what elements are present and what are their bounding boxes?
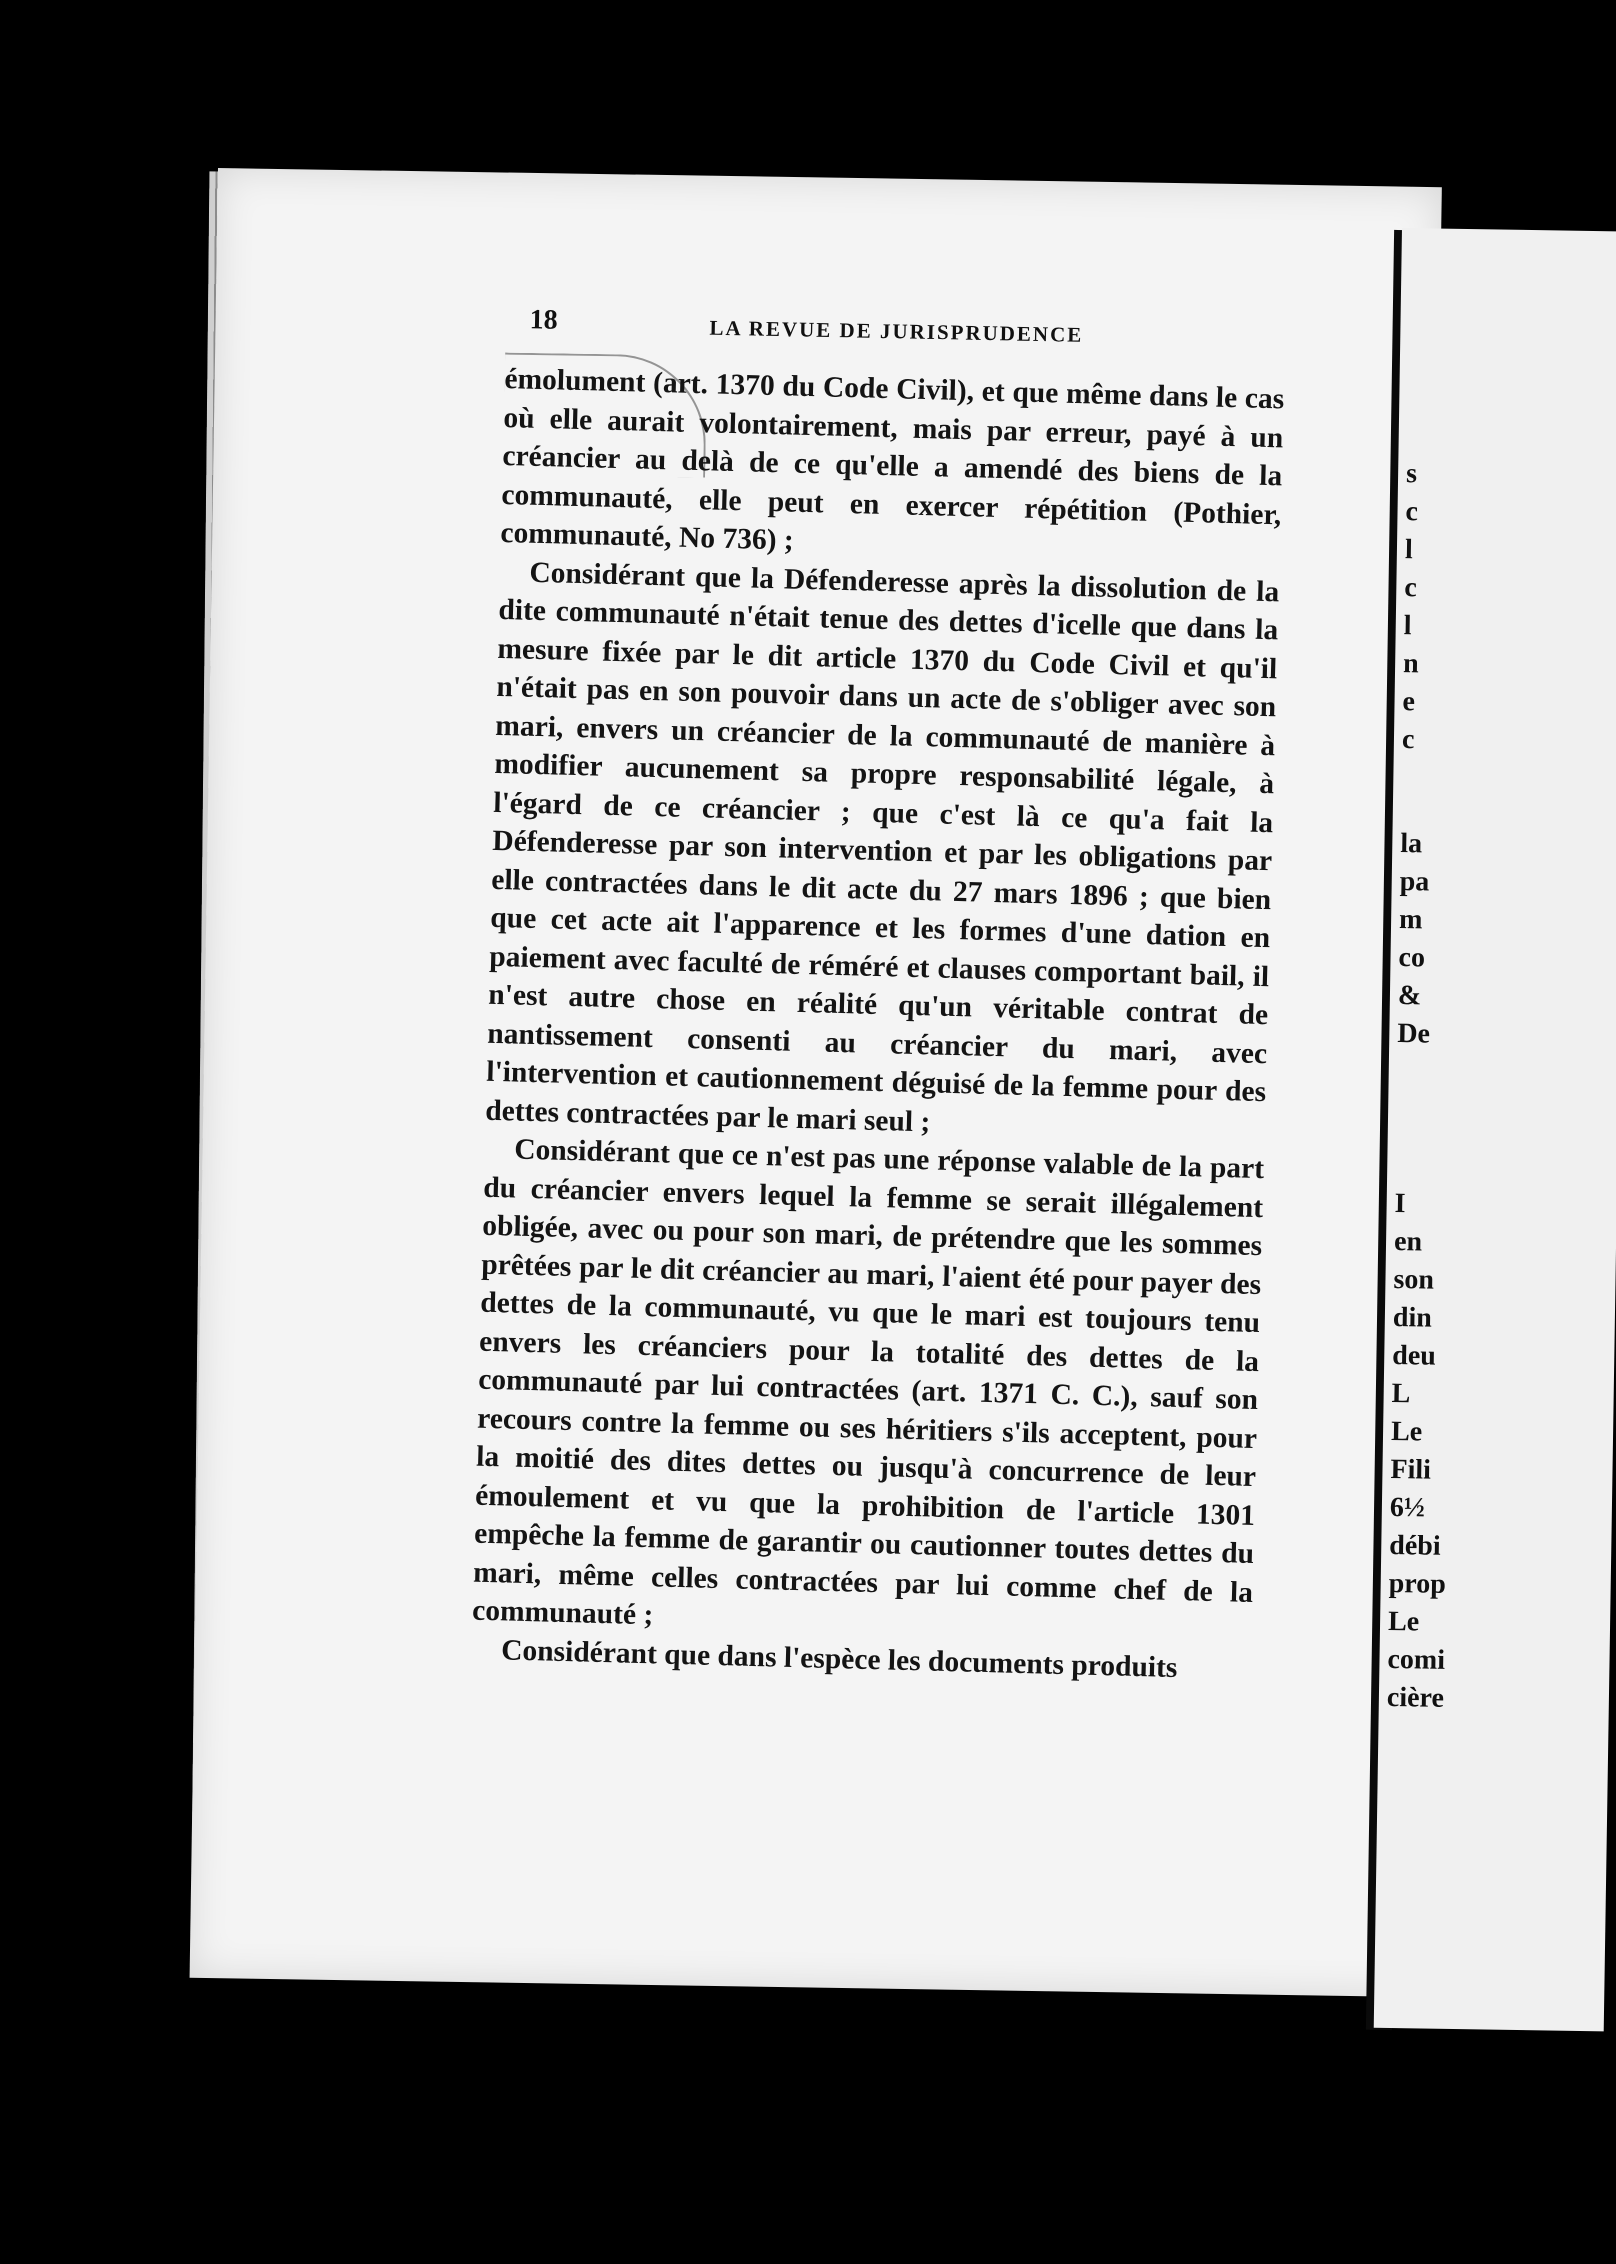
- facing-page-fragment: c: [1401, 724, 1415, 756]
- page-number: 18: [529, 304, 558, 336]
- facing-page-fragment: Le: [1390, 1415, 1423, 1448]
- facing-page-fragment: débi: [1389, 1529, 1441, 1562]
- facing-page-fragment: pa: [1399, 866, 1430, 898]
- facing-page-fragment: l: [1403, 610, 1412, 642]
- facing-page-fragment: Fili: [1390, 1453, 1432, 1486]
- paragraph: Considérant que ce n'est pas une réponse valable de la part du créancier envers lequel la femme se serait illégalement obligée, avec ou pour son mari, de prétendre que les sommes prêtées par le dit créancier au mari, l'aient été pour payer des dettes de la communauté, vu que le mari est toujours tenu envers les créanciers pour la totalité des dettes de la communauté par lui contractées (art. 1371 C. C.), sauf son recours contre la femme ou ses héritiers s'ils acceptent, pour la moitié des dites dettes ou jusqu'à concurrence de leur émoulement et vu que la prohibition de l'article 1301 empêche la femme de garantir ou cautionner toutes dettes du mari, même celles contractées par lui comme chef de la communauté ;: [471, 1133, 1265, 1632]
- facing-page-fragment: m: [1398, 904, 1423, 936]
- facing-page-fragment: comi: [1387, 1643, 1446, 1676]
- facing-page-fragment: la: [1400, 828, 1423, 860]
- facing-page-fragment: c: [1404, 572, 1418, 604]
- facing-page-fragment: De: [1397, 1018, 1431, 1050]
- facing-page-fragment: cière: [1386, 1681, 1445, 1714]
- facing-page-fragment: n: [1402, 648, 1419, 680]
- facing-page-fragment: s: [1405, 458, 1418, 490]
- facing-page-fragment: Le: [1387, 1605, 1420, 1638]
- facing-page-fragment: I: [1394, 1188, 1406, 1220]
- facing-page-fragment: l: [1404, 534, 1413, 566]
- facing-page-fragment: prop: [1388, 1567, 1447, 1600]
- paragraph: Considérant que la Défenderesse après la dissolution de la dite communauté n'était tenue des dettes d'icelle que dans la mesure fixée par le dit article 1370 du Code Civil et qu'il n'était pas en son pouvoir dans un acte de s'obliger avec son mari, envers un créancier de la communauté de manière à modifier aucunement sa propre responsabilité légale, à l'égard de ce créancier ; que c'est là ce qu'a fait la Défenderesse par son intervention et par les obligations par elle contractées dans le dit acte du 27 mars 1896 ; que bien que cet acte ait l'apparence et les formes d'une dation en paiement avec faculté de réméré et clauses comportant bail, il n'est autre chose en réalité qu'un véritable contrat de nantissement consenti au créancier du mari, avec l'intervention et cautionnement déguisé de la femme pour des dettes contractées par le mari seul ;: [484, 556, 1280, 1138]
- facing-page-fragment: 6½: [1389, 1491, 1426, 1524]
- body-text: [471, 360, 1285, 1689]
- facing-page: [1374, 228, 1616, 2031]
- facing-page-fragment: son: [1393, 1263, 1435, 1296]
- facing-page-fragment: e: [1402, 686, 1416, 718]
- facing-page-fragment: L: [1391, 1377, 1411, 1410]
- facing-page-fragment: &: [1397, 980, 1422, 1012]
- facing-page-fragment: deu: [1392, 1339, 1437, 1372]
- facing-page-fragment: din: [1392, 1301, 1433, 1334]
- running-head: LA REVUE DE JURISPRUDENCE: [709, 315, 1084, 347]
- facing-page-fragment: c: [1405, 496, 1419, 528]
- facing-page-fragment: co: [1398, 942, 1426, 974]
- paragraph: émolument (art. 1370 du Code Civil), et que même dans le cas où elle aurait volontairement, mais par erreur, payé à un créancier au delà de ce qu'elle a amendé des biens de la communauté, elle peut en exercer répétition (Pothier, communauté, No 736) ;: [500, 362, 1285, 557]
- paragraph: Considérant que dans l'espèce les documents produits: [500, 1633, 1178, 1684]
- facing-page-fragment: en: [1393, 1226, 1423, 1258]
